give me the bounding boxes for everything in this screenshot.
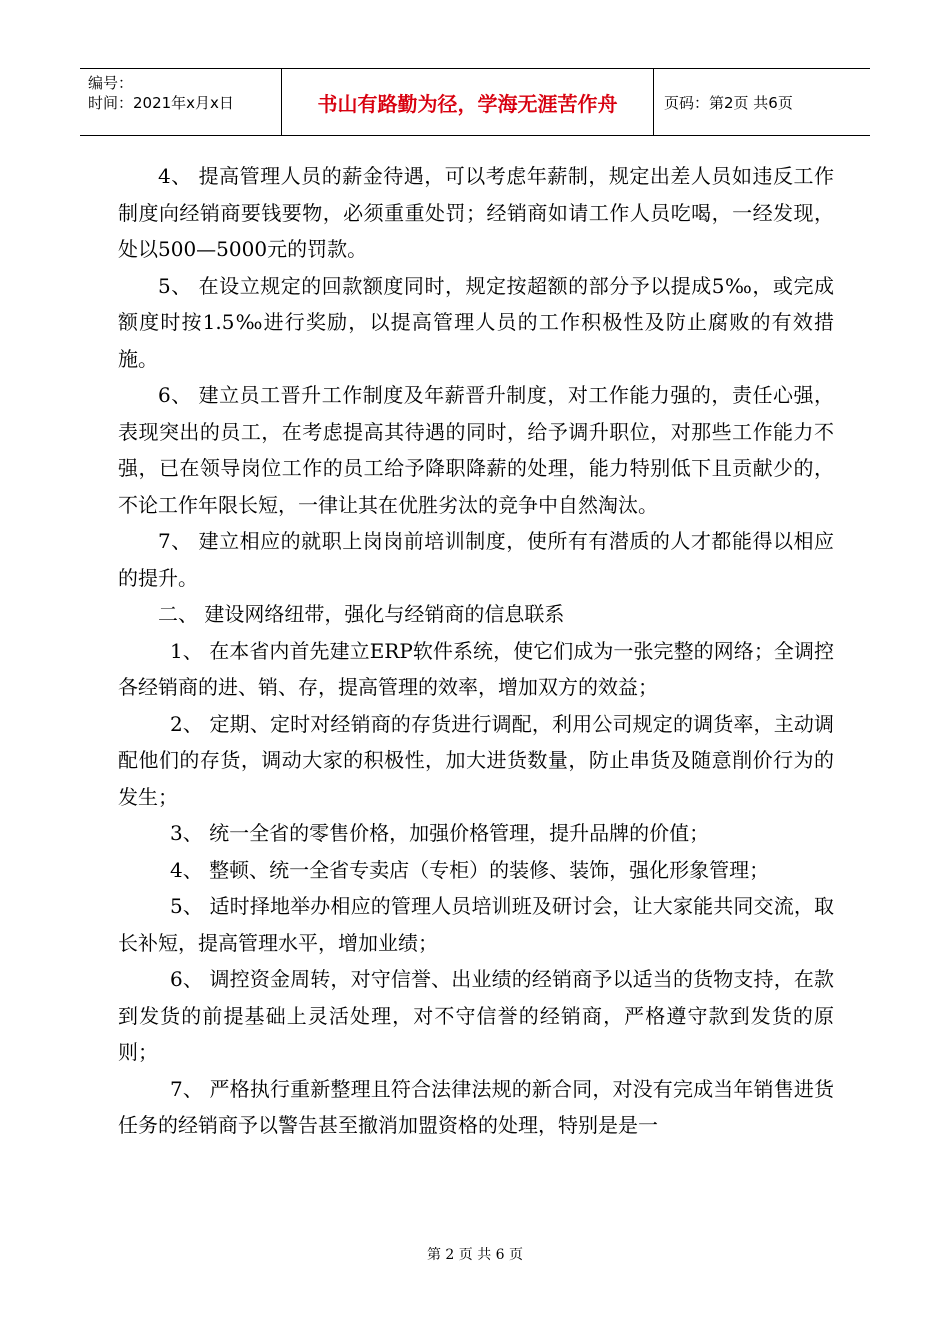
page-header [80, 68, 870, 136]
paragraph: 5、 在设立规定的回款额度同时，规定按超额的部分予以提成5‰，或完成额度时按1.5‰进行奖励，以提高管理人员的工作积极性及防止腐败的有效措施。 [118, 273, 834, 371]
header-page-number: 页码：第2页 共6页 [664, 93, 793, 112]
document-number-label: 编号： [88, 74, 134, 92]
paragraph: 4、 整顿、统一全省专卖店（专柜）的装修、装饰，强化形象管理； [170, 857, 770, 882]
document-date: 时间：2021年x月x日 [88, 94, 234, 112]
paragraph: 2、 定期、定时对经销商的存货进行调配，利用公司规定的调货率，主动调配他们的存货，调动大家的积极性，加大进货数量，防止串货及随意削价行为的发生； [118, 711, 834, 809]
header-meta [80, 69, 282, 135]
header-motto: 书山有路勤为径，学海无涯苦作舟 [317, 91, 618, 116]
paragraph: 4、 提高管理人员的薪金待遇，可以考虑年薪制，规定出差人员如违反工作制度向经销商要钱要物，必须重重处罚；经销商如请工作人员吃喝，一经发现，处以500—5000元的罚款。 [118, 164, 834, 261]
document-body [118, 158, 834, 1144]
paragraph: 7、 严格执行重新整理且符合法律法规的新合同，对没有完成当年销售进货任务的经销商予以警告甚至撤消加盟资格的处理，特别是是一 [118, 1076, 834, 1137]
header-motto-cell [282, 69, 654, 135]
page-footer: 第 2 页 共 6 页 [426, 1247, 524, 1263]
paragraph: 6、 调控资金周转，对守信誉、出业绩的经销商予以适当的货物支持，在款到发货的前提基础上灵活处理，对不守信誉的经销商，严格遵守款到发货的原则； [118, 967, 834, 1064]
paragraph: 5、 适时择地举办相应的管理人员培训班及研讨会，让大家能共同交流，取长补短，提高管理水平，增加业绩； [118, 894, 834, 955]
paragraph: 7、 建立相应的就职上岗岗前培训制度，使所有有潜质的人才都能得以相应的提升。 [118, 529, 834, 590]
paragraph: 3、 统一全省的零售价格，加强价格管理，提升品牌的价值； [170, 821, 710, 845]
section-heading: 二、 建设网络纽带，强化与经销商的信息联系 [158, 602, 565, 626]
paragraph: 6、 建立员工晋升工作制度及年薪晋升制度，对工作能力强的，责任心强，表现突出的员工，在考虑提高其待遇的同时，给予调升职位，对那些工作能力不强，已在领导岗位工作的员工给予降职降薪的处理，能力特别低下且贡献少的，不论工作年限长短，一律让其在优胜劣汰的竞争中自然淘汰。 [118, 383, 834, 517]
paragraph: 1、 在本省内首先建立ERP软件系统，使它们成为一张完整的网络；全调控各经销商的进、销、存，提高管理的效率，增加双方的效益； [118, 638, 834, 699]
header-page-cell [654, 69, 870, 135]
